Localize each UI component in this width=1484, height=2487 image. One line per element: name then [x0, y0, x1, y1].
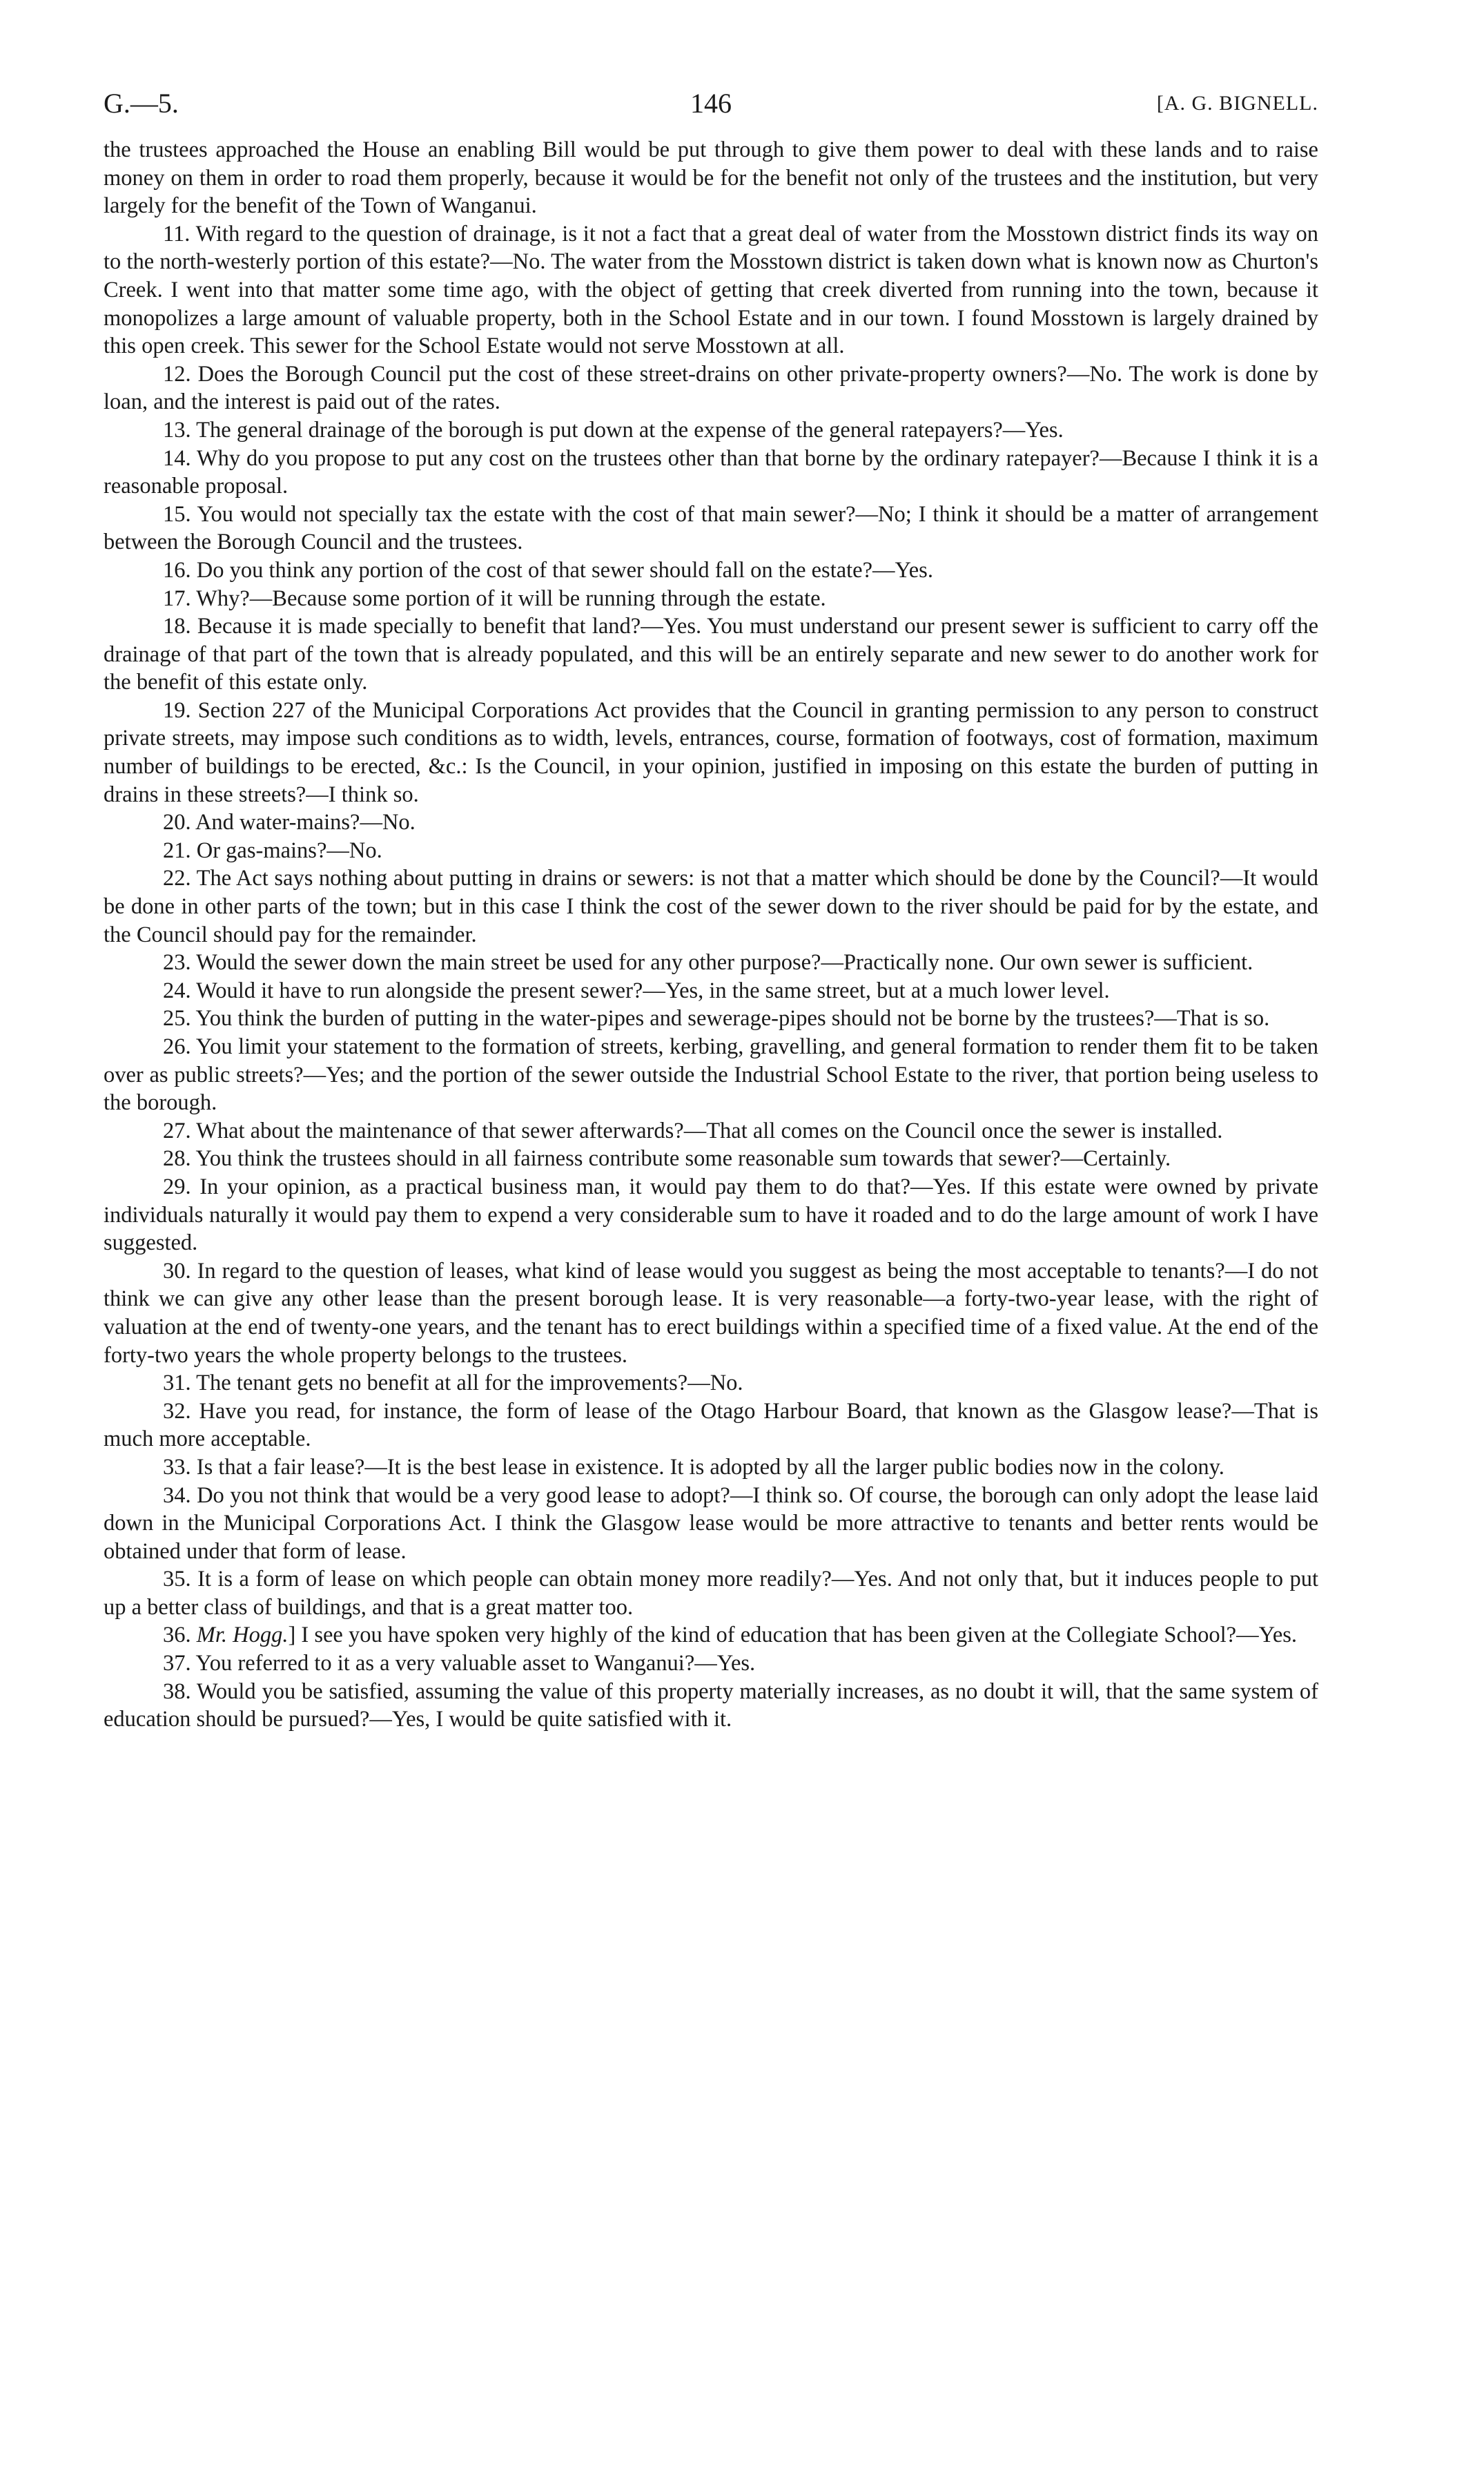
- question-24: 24. Would it have to run alongside the present sewer?—Yes, in the same street, but at a much lower level.: [163, 978, 1110, 1003]
- question-28: 28. You think the trustees should in all fairness contribute some reasonable sum towards that sewer?—Certainly.: [163, 1146, 1171, 1172]
- question-31: 31. The tenant gets no benefit at all for the improvements?—No.: [163, 1371, 743, 1396]
- question-16: 16. Do you think any portion of the cost of that sewer should fall on the estate?—Yes.: [163, 557, 933, 583]
- question-33: 33. Is that a fair lease?—It is the best lease in existence. It is adopted by all the larger public bodies now in the colony.: [163, 1454, 1224, 1480]
- question-15: 15. You would not specially tax the estate with the cost of that main sewer?—No; I think it should be a matter of arrangement between the Borough Council and the trustees.: [104, 501, 1318, 555]
- question-13: 13. The general drainage of the borough is put down at the expense of the general ratepayers?—Yes.: [163, 417, 1064, 443]
- question-36-text: ] I see you have spoken very highly of the kind of education that has been given at the Collegiate School?—Yes.: [288, 1623, 1298, 1648]
- question-18: 18. Because it is made specially to benefit that land?—Yes. You must understand our present sewer is sufficient to carry off the drainage of that part of the town that is already populated, and this will be an entirely separate and new sewer to do another work for the benefit of this estate only.: [104, 614, 1318, 695]
- question-14: 14. Why do you propose to put any cost on the trustees other than that borne by the ordinary ratepayer?—Because I think it is a reasonable proposal.: [104, 445, 1318, 499]
- question-35: 35. It is a form of lease on which people can obtain money more readily?—Yes. And not only that, but it induces people to put up a better class of buildings, and that is a great matter too.: [104, 1567, 1318, 1620]
- page-header: [104, 79, 1318, 128]
- question-32: 32. Have you read, for instance, the form of lease of the Otago Harbour Board, that known as the Glasgow lease?—That is much more acceptable.: [104, 1398, 1318, 1452]
- question-25: 25. You think the burden of putting in the water-pipes and sewerage-pipes should not be borne by the trustees?—That is so.: [163, 1006, 1270, 1032]
- question-17: 17. Why?—Because some portion of it will be running through the estate.: [163, 586, 826, 611]
- question-23: 23. Would the sewer down the main street be used for any other purpose?—Practically none. Our own sewer is sufficient.: [163, 950, 1253, 976]
- question-37: 37. You referred to it as a very valuable asset to Wanganui?—Yes.: [163, 1651, 756, 1676]
- paragraph-continuation: the trustees approached the House an enabling Bill would be put through to give them power to deal with these lands and to raise money on them in order to road them properly, because it would be for the benefit not only of the trustees and the institution, but very largely for the benefit of the Town of Wanganui.: [104, 137, 1318, 219]
- page-number: 146: [690, 88, 732, 119]
- question-26: 26. You limit your statement to the formation of streets, kerbing, gravelling, and general formation to render them fit to be taken over as public streets?—Yes; and the portion of the sewer outside the Industrial School Estate to the river, that portion being useless to the borough.: [104, 1034, 1318, 1116]
- question-29: 29. In your opinion, as a practical business man, it would pay them to do that?—Yes. If this estate were owned by private individuals naturally it would pay them to expend a very considerable sum to have it roaded and to do the large amount of work I have suggested.: [104, 1174, 1318, 1256]
- question-27: 27. What about the maintenance of that sewer afterwards?—That all comes on the Council once the sewer is installed.: [163, 1118, 1223, 1143]
- question-12: 12. Does the Borough Council put the cost of these street-drains on other private-property owners?—No. The work is done by loan, and the interest is paid out of the rates.: [104, 361, 1318, 415]
- question-22: 22. The Act says nothing about putting in drains or sewers: is not that a matter which should be done by the Council?—It would be done in other parts of the town; but in this case I think the cost of the sewer down to the river should be paid for by the estate, and the Council should pay for the remainder.: [104, 866, 1318, 947]
- question-30: 30. In regard to the question of leases, what kind of lease would you suggest as being the most acceptable to tenants?—I do not think we can give any other lease than the present borough lease. It is very reasonable—a forty-two-year lease, with the right of valuation at the end of twenty-one years, and the tenant has to erect buildings within a specified time of a fixed value. At the end of the forty-two years the whole property belongs to the trustees.: [104, 1258, 1318, 1368]
- question-36: [104, 1621, 1318, 1649]
- question-21: 21. Or gas-mains?—No.: [163, 838, 382, 863]
- witness-name: [A. G. BIGNELL.: [1156, 92, 1318, 115]
- document-body: [104, 136, 1318, 1734]
- question-36-number: 36.: [163, 1623, 197, 1648]
- question-20: 20. And water-mains?—No.: [163, 810, 416, 835]
- document-page: [104, 79, 1318, 1734]
- question-36-speaker: Mr. Hogg.: [196, 1623, 289, 1648]
- question-11: 11. With regard to the question of drainage, is it not a fact that a great deal of water from the Mosstown district finds its way on to the north-westerly portion of this estate?—No. The water from the Mosstown district is taken down what is known now as Churton's Creek. I went into that matter some time ago, with the object of getting that creek diverted from running into the town, because it monopolizes a large amount of valuable property, both in the School Estate and in our town. I found Mosstown is largely drained by this open creek. This sewer for the School Estate would not serve Mosstown at all.: [104, 221, 1318, 359]
- question-19: 19. Section 227 of the Municipal Corporations Act provides that the Council in granting permission to any person to construct private streets, may impose such conditions as to width, levels, entrances, course, formation of footways, cost of formation, maximum number of buildings to be erected, &c.: Is the Council, in your opinion, justified in imposing on this estate the burden of putting in drains in these streets?—I think so.: [104, 697, 1318, 807]
- report-code: G.—5.: [104, 88, 179, 119]
- question-34: 34. Do you not think that would be a very good lease to adopt?—I think so. Of course, the borough can only adopt the lease laid down in the Municipal Corporations Act. I think the Glasgow lease would be more attractive to tenants and better rents would be obtained under that form of lease.: [104, 1482, 1318, 1564]
- question-38: 38. Would you be satisfied, assuming the value of this property materially increases, as no doubt it will, that the same system of education should be pursued?—Yes, I would be quite satisfied with it.: [104, 1678, 1318, 1732]
